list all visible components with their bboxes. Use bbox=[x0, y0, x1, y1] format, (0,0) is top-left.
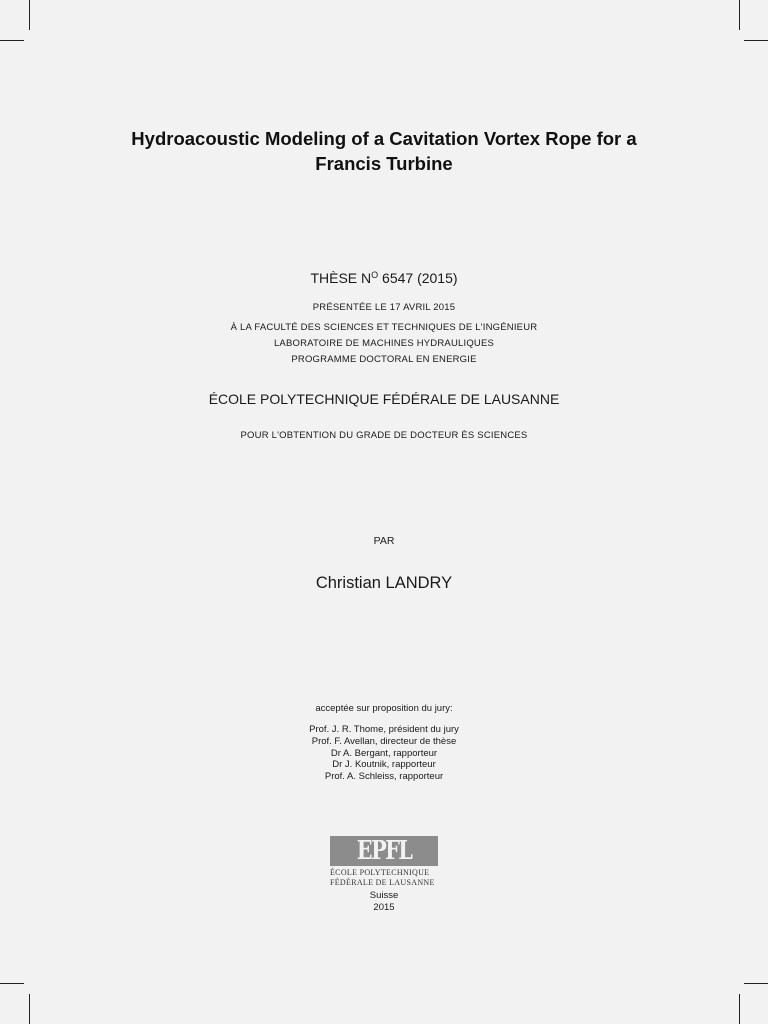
thesis-title bbox=[0, 126, 768, 176]
epfl-logo-letters: EPFL bbox=[356, 836, 412, 866]
epfl-logo-line: FÉDÉRALE DE LAUSANNE bbox=[330, 877, 435, 887]
crop-mark bbox=[0, 983, 24, 984]
jury-member: Dr A. Bergant, rapporteur bbox=[330, 747, 438, 759]
crop-mark bbox=[29, 994, 30, 1024]
jury-member: Dr J. Koutnik, rapporteur bbox=[332, 759, 436, 771]
thesis-number-value: 6547 (2015) bbox=[378, 270, 458, 286]
title-line: Francis Turbine bbox=[315, 153, 453, 174]
crop-mark bbox=[744, 40, 768, 41]
crop-mark bbox=[739, 0, 740, 30]
thesis-number-prefix: THÈSE N bbox=[310, 270, 372, 286]
faculty-line: PROGRAMME DOCTORAL EN ENERGIE bbox=[291, 354, 477, 365]
presentation-date: PRÉSENTÉE LE 17 AVRIL 2015 bbox=[312, 302, 456, 313]
crop-mark bbox=[739, 994, 740, 1024]
crop-mark bbox=[0, 40, 24, 41]
by-label: PAR bbox=[373, 535, 395, 547]
thesis-number-superscript: O bbox=[371, 270, 379, 280]
jury-intro: acceptée sur proposition du jury: bbox=[315, 703, 453, 714]
epfl-logo-line: ÉCOLE POLYTECHNIQUE bbox=[330, 868, 430, 877]
epfl-logo-mark bbox=[330, 836, 438, 866]
faculty-line: À LA FACULTÉ DES SCIENCES ET TECHNIQUES DE L'INGÉNIEUR bbox=[230, 322, 538, 333]
degree-purpose: POUR L'OBTENTION DU GRADE DE DOCTEUR ÈS SCIENCES bbox=[240, 430, 528, 441]
crop-mark bbox=[744, 983, 768, 984]
jury-member: Prof. A. Schleiss, rapporteur bbox=[324, 771, 444, 783]
faculty-line: LABORATOIRE DE MACHINES HYDRAULIQUES bbox=[273, 338, 495, 349]
school-name: ÉCOLE POLYTECHNIQUE FÉDÉRALE DE LAUSANNE bbox=[208, 391, 560, 407]
author-name: Christian LANDRY bbox=[315, 574, 453, 592]
year: 2015 bbox=[373, 902, 395, 913]
thesis-number bbox=[0, 270, 768, 286]
faculty-block bbox=[0, 320, 768, 368]
jury-list bbox=[0, 724, 768, 783]
crop-mark bbox=[29, 0, 30, 30]
country: Suisse bbox=[369, 890, 399, 901]
jury-member: Prof. F. Avellan, directeur de thèse bbox=[311, 735, 457, 747]
epfl-logo bbox=[330, 836, 438, 888]
title-line: Hydroacoustic Modeling of a Cavitation Vortex Rope for a bbox=[131, 128, 637, 149]
epfl-logo-text bbox=[330, 868, 438, 887]
jury-member: Prof. J. R. Thome, président du jury bbox=[309, 724, 459, 735]
